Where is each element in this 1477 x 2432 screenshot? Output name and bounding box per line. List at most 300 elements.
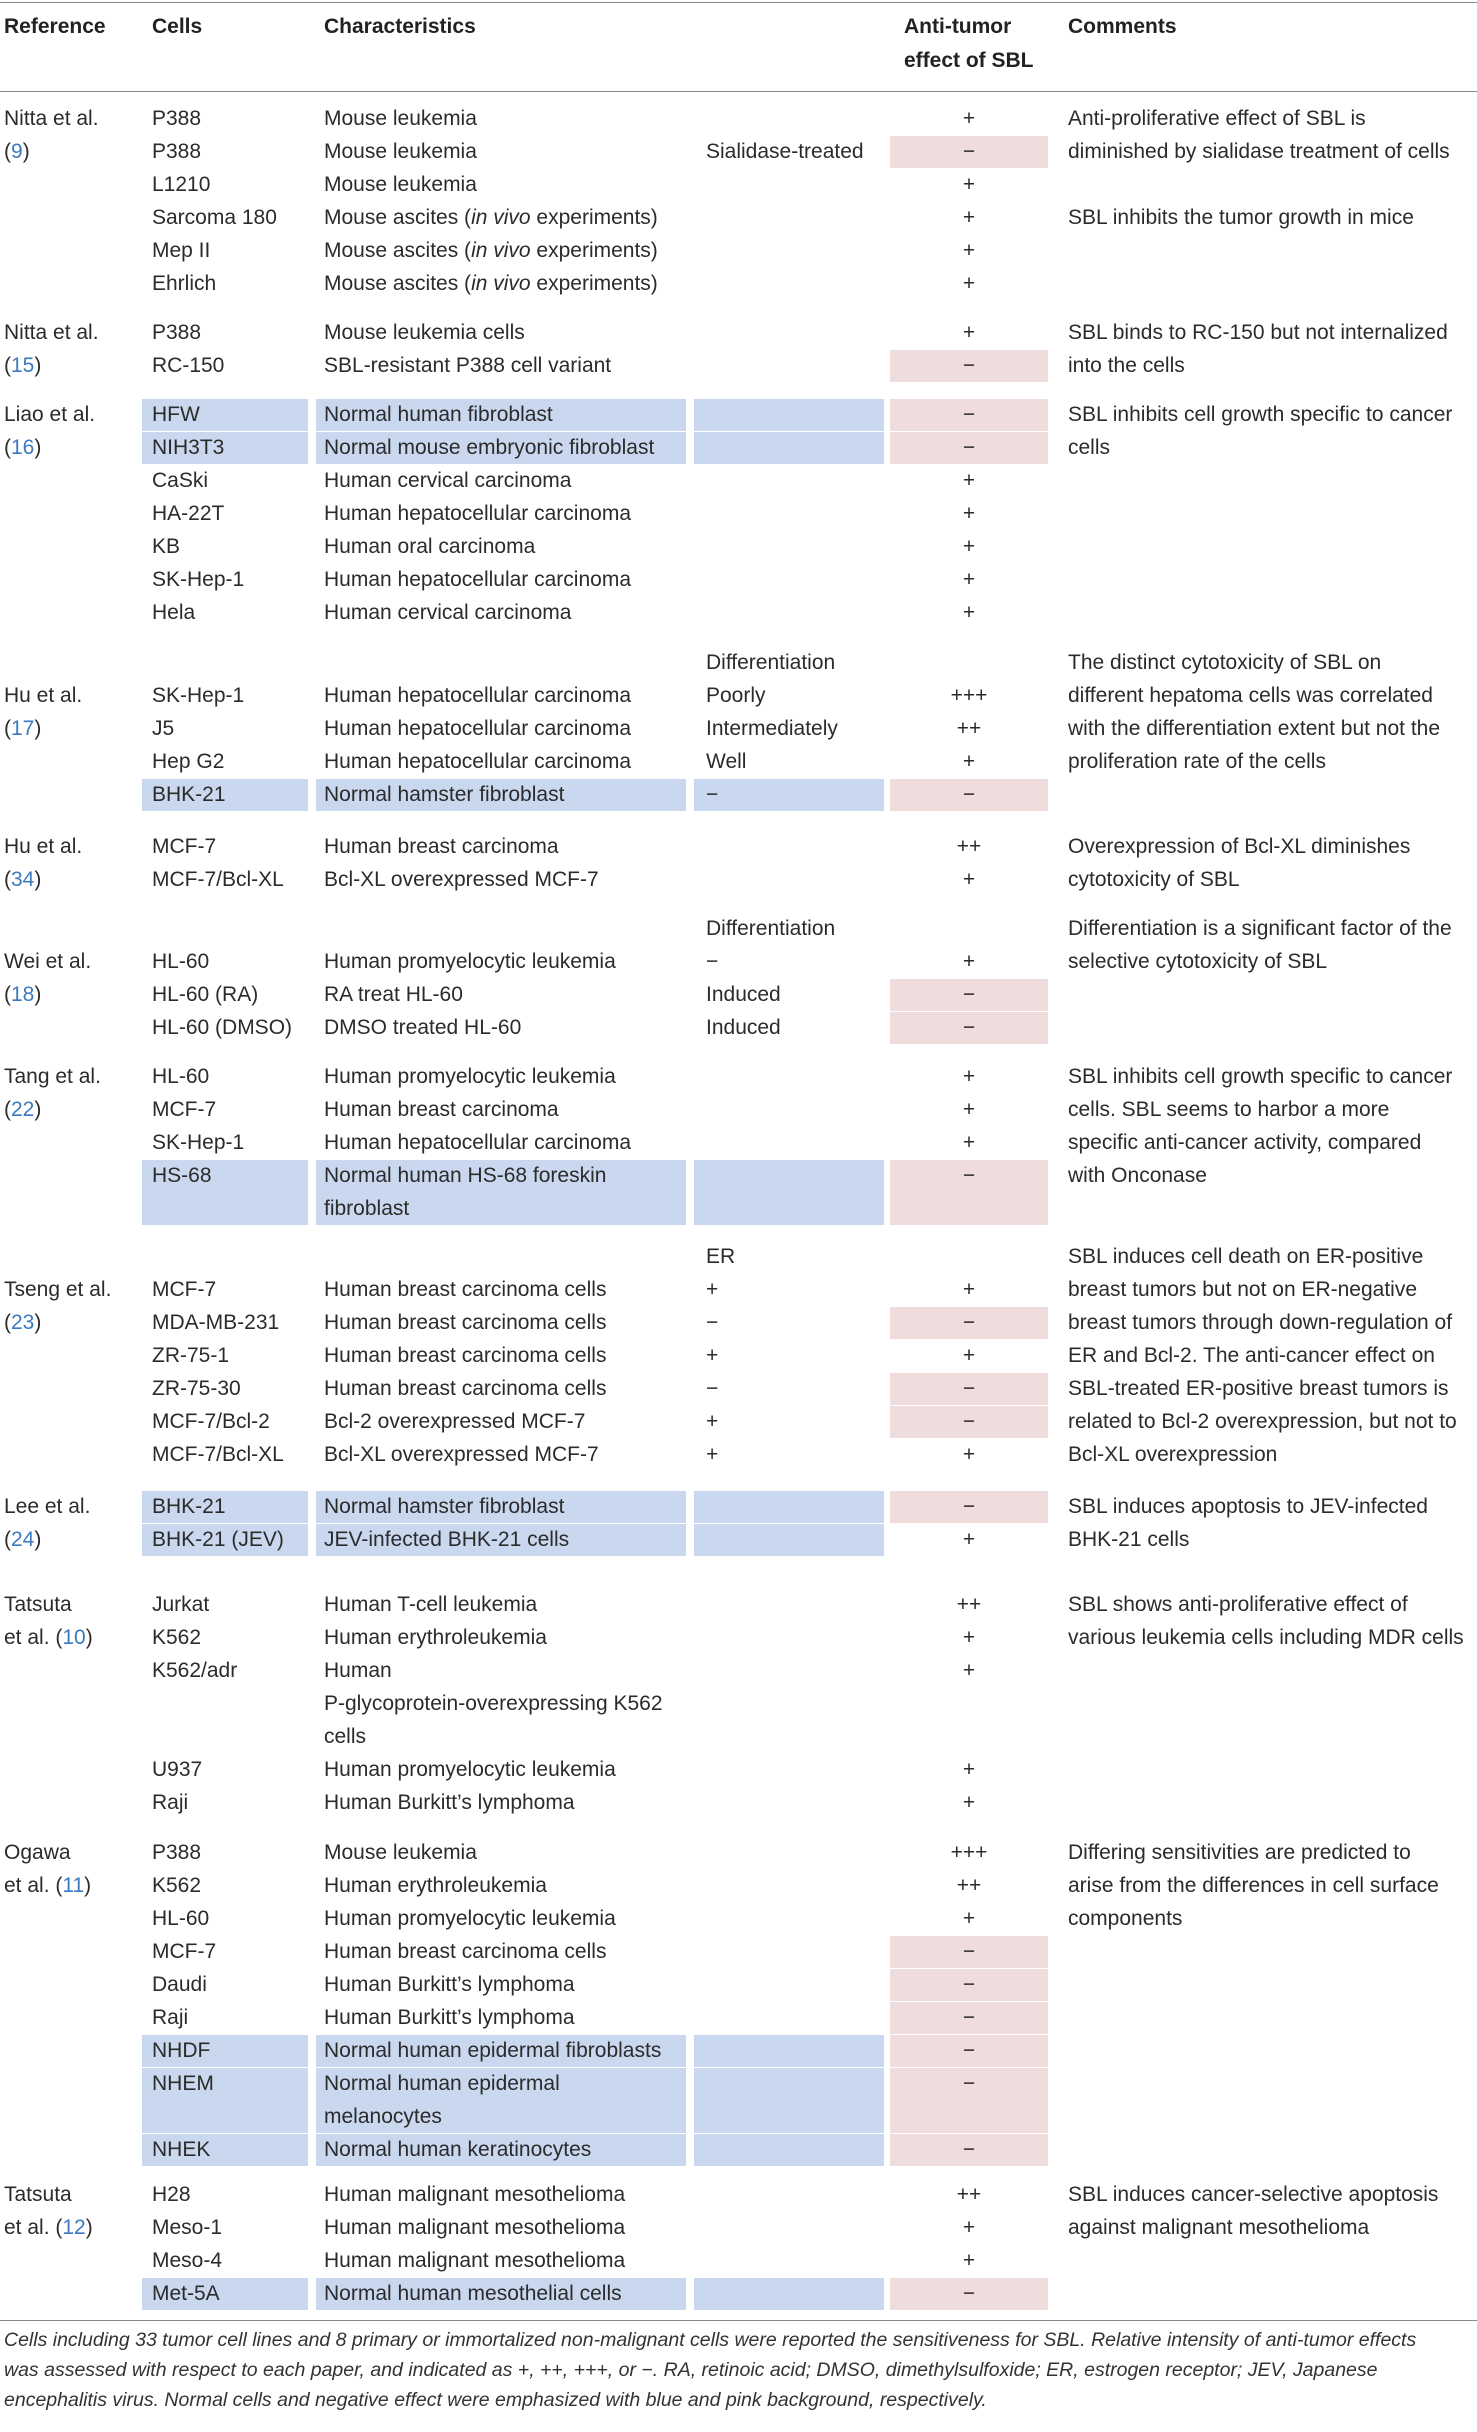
- comment-line: BHK-21 cells: [1068, 1528, 1190, 1551]
- characteristics-text-cont: cells: [324, 1725, 367, 1748]
- comment-line: components: [1068, 1907, 1183, 1930]
- reference-paren-open: (: [4, 1311, 11, 1334]
- antitumor-effect-value: +: [962, 1098, 976, 1121]
- cell-line-name: CaSki: [152, 469, 209, 492]
- reference-authors: Wei et al.: [4, 950, 92, 973]
- antitumor-effect-value: −: [962, 436, 976, 459]
- antitumor-effect-value: −: [962, 1495, 976, 1518]
- reference-authors: Hu et al.: [4, 684, 83, 707]
- comment-line: against malignant mesothelioma: [1068, 2216, 1370, 2239]
- cell-line-name: Raji: [152, 1791, 189, 1814]
- cell-line-name: NHEM: [152, 2072, 214, 2095]
- normal-cell-highlight: [694, 432, 884, 464]
- cell-line-name: MCF-7: [152, 1098, 217, 1121]
- reference-paren-close: ): [85, 1626, 93, 1649]
- characteristics-text: RA treat HL-60: [324, 983, 463, 1006]
- comment-line: SBL shows anti-proliferative effect of: [1068, 1593, 1408, 1616]
- characteristics-emphasis: in vivo: [471, 206, 531, 229]
- header-characteristics: Characteristics: [324, 15, 476, 38]
- antitumor-effect-value: +: [962, 272, 976, 295]
- antitumor-effect-value: +: [962, 750, 976, 773]
- characteristics-text: JEV-infected BHK-21 cells: [324, 1528, 570, 1551]
- normal-cell-highlight: [694, 2035, 884, 2067]
- characteristics-suffix: experiments): [530, 239, 658, 262]
- cell-line-name: Mep II: [152, 239, 211, 262]
- antitumor-effect-value: +: [962, 2249, 976, 2272]
- comment-line: The distinct cytotoxicity of SBL on: [1068, 651, 1382, 674]
- reference-cell: [4, 1836, 91, 1902]
- normal-cell-highlight: [694, 2068, 884, 2133]
- antitumor-effect-value: −: [962, 1016, 976, 1039]
- reference-number-link: 15: [11, 354, 35, 377]
- characteristics-text: [324, 267, 658, 300]
- characteristics-text: Human cervical carcinoma: [324, 601, 572, 624]
- antitumor-effect-value: +: [962, 568, 976, 591]
- cell-line-name: HL-60: [152, 1907, 210, 1930]
- comment-line: breast tumors through down-regulation of: [1068, 1311, 1453, 1334]
- reference-citation: [4, 1523, 90, 1556]
- cell-line-name: BHK-21: [152, 783, 226, 806]
- antitumor-effect-value: +: [962, 1443, 976, 1466]
- characteristics-text: Human promyelocytic leukemia: [324, 1065, 616, 1088]
- header-effect-line1: Anti-tumor: [904, 15, 1012, 38]
- antitumor-effect-value: −: [962, 140, 976, 163]
- extra-attribute: Intermediately: [706, 717, 838, 740]
- cell-line-name: HL-60: [152, 1065, 210, 1088]
- characteristics-text: Human erythroleukemia: [324, 1626, 547, 1649]
- extra-attribute: −: [706, 1377, 719, 1400]
- reference-cell: [4, 102, 99, 168]
- characteristics-text: Human breast carcinoma cells: [324, 1377, 607, 1400]
- cell-line-name: SK-Hep-1: [152, 684, 245, 707]
- reference-paren-close: ): [34, 717, 42, 740]
- header-bottom-rule: [0, 91, 1477, 92]
- characteristics-text: Human oral carcinoma: [324, 535, 536, 558]
- characteristics-text-cont: P-glycoprotein-overexpressing K562: [324, 1692, 663, 1715]
- cell-line-name: SK-Hep-1: [152, 1131, 245, 1154]
- cell-line-name: Jurkat: [152, 1593, 210, 1616]
- extra-attribute: +: [706, 1344, 719, 1367]
- antitumor-effect-value: +: [962, 502, 976, 525]
- reference-number-link: 18: [11, 983, 35, 1006]
- antitumor-effect-value: +: [962, 1758, 976, 1781]
- comment-line: arise from the differences in cell surface: [1068, 1874, 1439, 1897]
- reference-number-link: 22: [11, 1098, 35, 1121]
- antitumor-effect-value: +: [962, 321, 976, 344]
- cell-line-name: HA-22T: [152, 502, 225, 525]
- antitumor-effect-value: +: [962, 107, 976, 130]
- footnote-line: Cells including 33 tumor cell lines and 8 primary or immortalized non-malignant cells were reported the sensitiveness for SBL. Relative intensity of anti-tumor effects: [4, 2329, 1417, 2351]
- antitumor-effect-value: +: [962, 601, 976, 624]
- reference-citation: [4, 431, 95, 464]
- reference-authors: Liao et al.: [4, 403, 96, 426]
- characteristics-text: Human hepatocellular carcinoma: [324, 750, 631, 773]
- reference-citation: [4, 1621, 93, 1654]
- characteristics-suffix: experiments): [530, 272, 658, 295]
- comment-line: related to Bcl-2 overexpression, but not to: [1068, 1410, 1457, 1433]
- reference-number-link: 34: [11, 868, 35, 891]
- header-cells: Cells: [152, 15, 203, 38]
- antitumor-effect-value: +: [962, 1278, 976, 1301]
- characteristics-text: Normal hamster fibroblast: [324, 783, 565, 806]
- cell-line-name: MCF-7/Bcl-2: [152, 1410, 270, 1433]
- header-effect-line2: effect of SBL: [904, 49, 1034, 72]
- normal-cell-highlight: [694, 2134, 884, 2166]
- antitumor-effect-value: ++: [956, 717, 982, 740]
- antitumor-effect-value: ++: [956, 2183, 982, 2206]
- characteristics-text: Human breast carcinoma cells: [324, 1940, 607, 1963]
- cell-line-name: Meso-1: [152, 2216, 223, 2239]
- cell-line-name: MDA-MB-231: [152, 1311, 280, 1334]
- cell-line-name: P388: [152, 107, 202, 130]
- cell-line-name: MCF-7: [152, 1278, 217, 1301]
- reference-authors: Tatsuta: [4, 2183, 72, 2206]
- cell-line-name: ZR-75-1: [152, 1344, 230, 1367]
- cell-line-name: Ehrlich: [152, 272, 217, 295]
- cell-line-name: HL-60 (DMSO): [152, 1016, 293, 1039]
- antitumor-effect-value: −: [962, 2282, 976, 2305]
- cell-line-name: J5: [152, 717, 175, 740]
- reference-citation: [4, 1306, 111, 1339]
- comment-line: SBL induces cancer-selective apoptosis: [1068, 2183, 1439, 2206]
- extra-attribute: +: [706, 1278, 719, 1301]
- comment-line: various leukemia cells including MDR cells: [1068, 1626, 1464, 1649]
- antitumor-effect-value: −: [962, 2039, 976, 2062]
- reference-paren-close: ): [85, 2216, 93, 2239]
- comment-line: SBL inhibits cell growth specific to cancer: [1068, 403, 1453, 426]
- reference-cell: [4, 830, 82, 896]
- reference-cell: [4, 945, 91, 1011]
- characteristics-prefix: Mouse ascites (: [324, 206, 472, 229]
- characteristics-prefix: Mouse ascites (: [324, 272, 472, 295]
- cell-line-name: NHEK: [152, 2138, 211, 2161]
- cell-line-name: Met-5A: [152, 2282, 220, 2305]
- characteristics-text: Human T-cell leukemia: [324, 1593, 538, 1616]
- reference-number-link: 12: [62, 2216, 86, 2239]
- comment-line: SBL induces apoptosis to JEV-infected: [1068, 1495, 1428, 1518]
- extra-attribute: +: [706, 1443, 719, 1466]
- characteristics-text: Human breast carcinoma cells: [324, 1311, 607, 1334]
- antitumor-effect-value: +++: [950, 1841, 988, 1864]
- reference-paren-open: (: [4, 983, 11, 1006]
- comment-line: breast tumors but not on ER-negative: [1068, 1278, 1418, 1301]
- characteristics-text: Human hepatocellular carcinoma: [324, 502, 631, 525]
- cell-line-name: HFW: [152, 403, 200, 426]
- characteristics-text: Human erythroleukemia: [324, 1874, 547, 1897]
- antitumor-effect-value: −: [962, 2006, 976, 2029]
- reference-paren-open: et al. (: [4, 1626, 63, 1649]
- cell-line-name: MCF-7/Bcl-XL: [152, 1443, 284, 1466]
- table-top-rule: [0, 2, 1477, 3]
- reference-citation: [4, 863, 82, 896]
- cell-line-name: MCF-7: [152, 835, 217, 858]
- antitumor-effect-value: +: [962, 535, 976, 558]
- comment-line: cells. SBL seems to harbor a more: [1068, 1098, 1390, 1121]
- comment-line: Overexpression of Bcl-XL diminishes: [1068, 835, 1411, 858]
- characteristics-text: Human promyelocytic leukemia: [324, 950, 616, 973]
- reference-paren-close: ): [34, 983, 42, 1006]
- reference-citation: [4, 349, 99, 382]
- reference-citation: [4, 1093, 101, 1126]
- comment-line: Differing sensitivities are predicted to: [1068, 1841, 1411, 1864]
- antitumor-effect-value: −: [962, 2138, 976, 2161]
- reference-number-link: 10: [62, 1626, 86, 1649]
- reference-number-link: 24: [11, 1528, 35, 1551]
- cell-line-name: SK-Hep-1: [152, 568, 245, 591]
- comment-line: SBL induces cell death on ER-positive: [1068, 1245, 1424, 1268]
- antitumor-effect-value: +: [962, 1659, 976, 1682]
- reference-number-link: 9: [11, 140, 23, 163]
- characteristics-text: Mouse leukemia: [324, 107, 477, 130]
- cell-line-name: BHK-21: [152, 1495, 226, 1518]
- footnote-line: encephalitis virus. Normal cells and negative effect were emphasized with blue and pink background, respectively.: [4, 2389, 987, 2411]
- characteristics-text: DMSO treated HL-60: [324, 1016, 522, 1039]
- antitumor-effect-value: −: [962, 403, 976, 426]
- characteristics-text-cont: fibroblast: [324, 1197, 410, 1220]
- reference-number-link: 11: [62, 1874, 85, 1897]
- antitumor-effect-value: −: [962, 983, 976, 1006]
- characteristics-text: Human breast carcinoma: [324, 835, 559, 858]
- reference-paren-open: (: [4, 436, 11, 459]
- extra-attribute: −: [706, 950, 719, 973]
- reference-paren-close: ): [34, 868, 42, 891]
- characteristics-text: Normal human HS-68 foreskin: [324, 1164, 607, 1187]
- cell-line-name: HS-68: [152, 1164, 212, 1187]
- reference-cell: [4, 316, 99, 382]
- reference-paren-close: ): [34, 436, 42, 459]
- extra-attribute: Sialidase-treated: [706, 140, 864, 163]
- characteristics-text: Human Burkitt’s lymphoma: [324, 1973, 575, 1996]
- extra-attribute: Induced: [706, 1016, 781, 1039]
- cell-line-name: Meso-4: [152, 2249, 223, 2272]
- cell-line-name: K562: [152, 1626, 202, 1649]
- extra-attribute: +: [706, 1410, 719, 1433]
- antitumor-effect-value: −: [962, 1410, 976, 1433]
- comment-line: SBL-treated ER-positive breast tumors is: [1068, 1377, 1449, 1400]
- footnote-line: was assessed with respect to each paper, and indicated as +, ++, +++, or −. RA, retinoic acid; DMSO, dimethylsulfoxide; ER, estrogen receptor; JEV, Japanese: [4, 2359, 1378, 2381]
- characteristics-emphasis: in vivo: [471, 272, 531, 295]
- antitumor-effect-value: +: [962, 2216, 976, 2239]
- characteristics-text: Human: [324, 1659, 392, 1682]
- reference-authors: Tang et al.: [4, 1065, 101, 1088]
- cell-line-name: RC-150: [152, 354, 225, 377]
- characteristics-text: Normal human epidermal fibroblasts: [324, 2039, 662, 2062]
- reference-citation: [4, 2211, 93, 2244]
- reference-cell: [4, 1588, 93, 1654]
- reference-cell: [4, 2178, 93, 2244]
- reference-authors: Nitta et al.: [4, 107, 99, 130]
- characteristics-text: Bcl-XL overexpressed MCF-7: [324, 1443, 599, 1466]
- cell-line-name: HL-60 (RA): [152, 983, 259, 1006]
- characteristics-text: Human breast carcinoma cells: [324, 1344, 607, 1367]
- reference-authors: Lee et al.: [4, 1495, 91, 1518]
- comment-line: SBL inhibits the tumor growth in mice: [1068, 206, 1414, 229]
- characteristics-text: SBL-resistant P388 cell variant: [324, 354, 612, 377]
- cell-line-name: P388: [152, 321, 202, 344]
- cell-line-name: U937: [152, 1758, 203, 1781]
- extra-attribute: −: [706, 783, 719, 806]
- cell-line-name: Sarcoma 180: [152, 206, 277, 229]
- reference-cell: [4, 1060, 101, 1126]
- reference-number-link: 23: [11, 1311, 35, 1334]
- characteristics-text: Normal human fibroblast: [324, 403, 553, 426]
- reference-paren-close: ): [84, 1874, 92, 1897]
- characteristics-text: Mouse leukemia: [324, 1841, 477, 1864]
- reference-cell: [4, 1490, 90, 1556]
- reference-paren-open: et al. (: [4, 1874, 63, 1897]
- comment-line: Differentiation is a significant factor of the: [1068, 917, 1452, 940]
- header-reference: Reference: [4, 15, 106, 38]
- comment-line: ER and Bcl-2. The anti-cancer effect on: [1068, 1344, 1435, 1367]
- comment-line: cytotoxicity of SBL: [1068, 868, 1240, 891]
- comment-line: SBL inhibits cell growth specific to cancer: [1068, 1065, 1453, 1088]
- characteristics-text: Human malignant mesothelioma: [324, 2216, 626, 2239]
- comment-line: different hepatoma cells was correlated: [1068, 684, 1433, 707]
- antitumor-effect-value: −: [962, 1940, 976, 1963]
- characteristics-text: Normal mouse embryonic fibroblast: [324, 436, 655, 459]
- antitumor-effect-value: +: [962, 1131, 976, 1154]
- reference-citation: [4, 978, 91, 1011]
- antitumor-effect-value: −: [962, 1164, 976, 1187]
- cell-line-name: MCF-7: [152, 1940, 217, 1963]
- reference-authors: Nitta et al.: [4, 321, 99, 344]
- reference-number-link: 16: [11, 436, 35, 459]
- reference-paren-open: (: [4, 1528, 11, 1551]
- reference-paren-open: (: [4, 140, 11, 163]
- characteristics-text: Human hepatocellular carcinoma: [324, 1131, 631, 1154]
- table-footnote: [4, 2325, 1474, 2415]
- characteristics-text: Human Burkitt’s lymphoma: [324, 2006, 575, 2029]
- reference-paren-close: ): [34, 1528, 42, 1551]
- characteristics-suffix: experiments): [530, 206, 658, 229]
- cell-line-name: NHDF: [152, 2039, 211, 2062]
- cell-line-name: P388: [152, 140, 202, 163]
- extra-attribute: Induced: [706, 983, 781, 1006]
- cell-line-name: HL-60: [152, 950, 210, 973]
- reference-paren-open: (: [4, 1098, 11, 1121]
- antitumor-effect-value: −: [962, 1311, 976, 1334]
- reference-paren-open: (: [4, 354, 11, 377]
- comment-line: Bcl-XL overexpression: [1068, 1443, 1278, 1466]
- reference-paren-close: ): [34, 1098, 42, 1121]
- reference-paren-close: ): [34, 354, 42, 377]
- antitumor-effect-value: −: [962, 354, 976, 377]
- comment-line: Anti-proliferative effect of SBL is: [1068, 107, 1366, 130]
- cell-line-name: L1210: [152, 173, 211, 196]
- characteristics-text: Normal human epidermal: [324, 2072, 560, 2095]
- reference-paren-close: ): [34, 1311, 42, 1334]
- reference-cell: [4, 398, 95, 464]
- header-comments: Comments: [1068, 15, 1177, 38]
- table-bottom-rule: [0, 2320, 1477, 2321]
- characteristics-text: Normal hamster fibroblast: [324, 1495, 565, 1518]
- characteristics-text: Normal human keratinocytes: [324, 2138, 592, 2161]
- antitumor-effect-value: +: [962, 950, 976, 973]
- extra-attribute: Well: [706, 750, 747, 773]
- characteristics-text: Human promyelocytic leukemia: [324, 1907, 616, 1930]
- characteristics-text: Normal human mesothelial cells: [324, 2282, 622, 2305]
- extra-attribute: Poorly: [706, 684, 766, 707]
- subhead-label: Differentiation: [706, 917, 836, 940]
- characteristics-text: Human hepatocellular carcinoma: [324, 684, 631, 707]
- reference-paren-open: (: [4, 868, 11, 891]
- reference-authors: Hu et al.: [4, 835, 83, 858]
- reference-authors: Tatsuta: [4, 1593, 72, 1616]
- antitumor-effect-value: −: [962, 1973, 976, 1996]
- comment-line: into the cells: [1068, 354, 1185, 377]
- cell-line-name: K562/adr: [152, 1659, 238, 1682]
- antitumor-effect-value: +: [962, 1626, 976, 1649]
- characteristics-text: Human malignant mesothelioma: [324, 2249, 626, 2272]
- antitumor-effect-value: +: [962, 469, 976, 492]
- antitumor-effect-value: ++: [956, 835, 982, 858]
- antitumor-effect-value: −: [962, 2072, 976, 2095]
- cell-line-name: NIH3T3: [152, 436, 225, 459]
- characteristics-text: Mouse leukemia cells: [324, 321, 525, 344]
- reference-paren-open: et al. (: [4, 2216, 63, 2239]
- cell-line-name: Hela: [152, 601, 196, 624]
- cell-line-name: BHK-21 (JEV): [152, 1528, 284, 1551]
- antitumor-effect-value: −: [962, 1377, 976, 1400]
- cell-line-name: Hep G2: [152, 750, 225, 773]
- comment-line: diminished by sialidase treatment of cells: [1068, 140, 1450, 163]
- cell-line-name: Daudi: [152, 1973, 207, 1996]
- reference-paren-close: ): [22, 140, 30, 163]
- characteristics-text: Bcl-2 overexpressed MCF-7: [324, 1410, 586, 1433]
- comment-line: selective cytotoxicity of SBL: [1068, 950, 1328, 973]
- characteristics-text: Human Burkitt’s lymphoma: [324, 1791, 575, 1814]
- antitumor-effect-value: ++: [956, 1593, 982, 1616]
- cell-line-name: P388: [152, 1841, 202, 1864]
- characteristics-text: Human promyelocytic leukemia: [324, 1758, 616, 1781]
- reference-paren-open: (: [4, 717, 11, 740]
- characteristics-text-cont: melanocytes: [324, 2105, 442, 2128]
- characteristics-text: Human breast carcinoma: [324, 1098, 559, 1121]
- cell-line-name: H28: [152, 2183, 191, 2206]
- characteristics-text: Bcl-XL overexpressed MCF-7: [324, 868, 599, 891]
- antitumor-effect-value: +: [962, 173, 976, 196]
- cell-line-name: MCF-7/Bcl-XL: [152, 868, 284, 891]
- normal-cell-highlight: [694, 399, 884, 431]
- antitumor-effect-value: +: [962, 1065, 976, 1088]
- normal-cell-highlight: [694, 1491, 884, 1523]
- reference-cell: [4, 679, 82, 745]
- cell-line-name: Raji: [152, 2006, 189, 2029]
- cell-line-name: KB: [152, 535, 181, 558]
- characteristics-text: Human hepatocellular carcinoma: [324, 717, 631, 740]
- antitumor-effect-value: +++: [950, 684, 988, 707]
- characteristics-text: [324, 234, 658, 267]
- antitumor-effect-value: +: [962, 206, 976, 229]
- comment-line: with Onconase: [1068, 1164, 1207, 1187]
- characteristics-text: Human malignant mesothelioma: [324, 2183, 626, 2206]
- characteristics-text: Mouse leukemia: [324, 140, 477, 163]
- normal-cell-highlight: [694, 2278, 884, 2310]
- reference-citation: [4, 712, 82, 745]
- reference-authors: Tseng et al.: [4, 1278, 112, 1301]
- characteristics-text: Human cervical carcinoma: [324, 469, 572, 492]
- comment-line: SBL binds to RC-150 but not internalized: [1068, 321, 1448, 344]
- antitumor-effect-value: ++: [956, 1874, 982, 1897]
- antitumor-effect-value: −: [962, 783, 976, 806]
- reference-citation: [4, 135, 99, 168]
- characteristics-text: Human hepatocellular carcinoma: [324, 568, 631, 591]
- characteristics-text: Mouse leukemia: [324, 173, 477, 196]
- characteristics-prefix: Mouse ascites (: [324, 239, 472, 262]
- antitumor-effect-value: +: [962, 1344, 976, 1367]
- antitumor-effect-value: +: [962, 1528, 976, 1551]
- antitumor-effect-value: +: [962, 868, 976, 891]
